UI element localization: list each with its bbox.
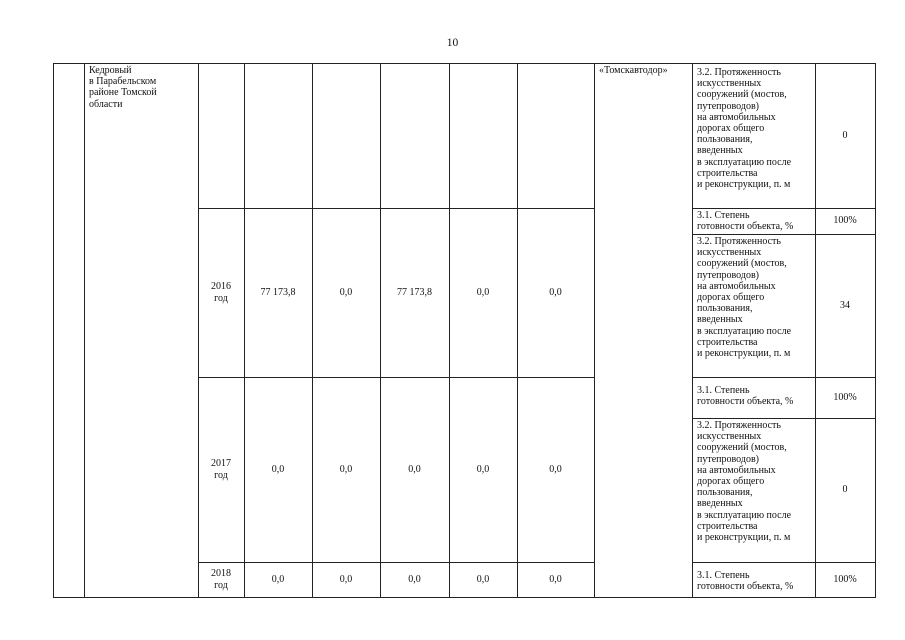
table-border-left — [53, 63, 54, 598]
table-cell: 0,0 — [476, 573, 490, 585]
year-cell: 2016 год — [211, 281, 231, 304]
indicator-value: 100% — [833, 391, 857, 403]
table-border-bottom — [53, 597, 876, 598]
table-cell: 0,0 — [339, 463, 353, 475]
table-cell: 0,0 — [339, 573, 353, 585]
indicator-value: 100% — [833, 215, 857, 227]
table-cell: 0,0 — [476, 286, 490, 298]
indicator-text: 3.2. Протяженность искусственных сооружений (мостов, путепроводов) на автомобильных дорогах общего пользования, введенных в эксплуатацию после строительства и реконструкции, п. м — [697, 67, 792, 191]
indicator-text: 3.2. Протяженность искусственных сооружений (мостов, путепроводов) на автомобильных дорогах общего пользования, введенных в эксплуатацию после строительства и реконструкции, п. м — [697, 420, 792, 544]
table-cell: 0,0 — [549, 463, 562, 475]
indicator-text: 3.1. Степень готовности объекта, % — [697, 570, 794, 593]
page-number: 10 — [446, 37, 459, 49]
location-cell: Кедровый в Парабельском районе Томской области — [89, 65, 157, 110]
indicator-value: 100% — [833, 573, 857, 585]
program-table — [53, 63, 876, 598]
table-cell: 0,0 — [339, 286, 353, 298]
indicator-value: 0 — [842, 129, 848, 141]
indicator-text: 3.1. Степень готовности объекта, % — [697, 385, 794, 408]
table-cell: 77 173,8 — [260, 286, 296, 298]
table-cell: 0,0 — [271, 463, 285, 475]
indicator-text: 3.1. Степень готовности объекта, % — [697, 210, 794, 233]
column-divider — [84, 63, 85, 598]
table-cell: 0,0 — [271, 573, 285, 585]
table-border-right — [875, 63, 876, 598]
table-cell: 0,0 — [408, 573, 421, 585]
table-cell: 0,0 — [549, 573, 562, 585]
indicator-text: 3.2. Протяженность искусственных сооружений (мостов, путепроводов) на автомобильных дорогах общего пользования, введенных в эксплуатацию после строительства и реконструкции, п. м — [697, 236, 792, 360]
year-cell: 2017 год — [211, 458, 231, 481]
organization-cell: «Томскавтодор» — [599, 65, 668, 76]
indicator-value: 34 — [840, 299, 850, 311]
year-cell: 2018 год — [211, 568, 231, 591]
table-cell: 77 173,8 — [397, 286, 432, 298]
table-cell: 0,0 — [476, 463, 490, 475]
table-cell: 0,0 — [549, 286, 562, 298]
table-cell: 0,0 — [408, 463, 421, 475]
column-divider — [594, 63, 595, 598]
indicator-value: 0 — [842, 484, 848, 496]
